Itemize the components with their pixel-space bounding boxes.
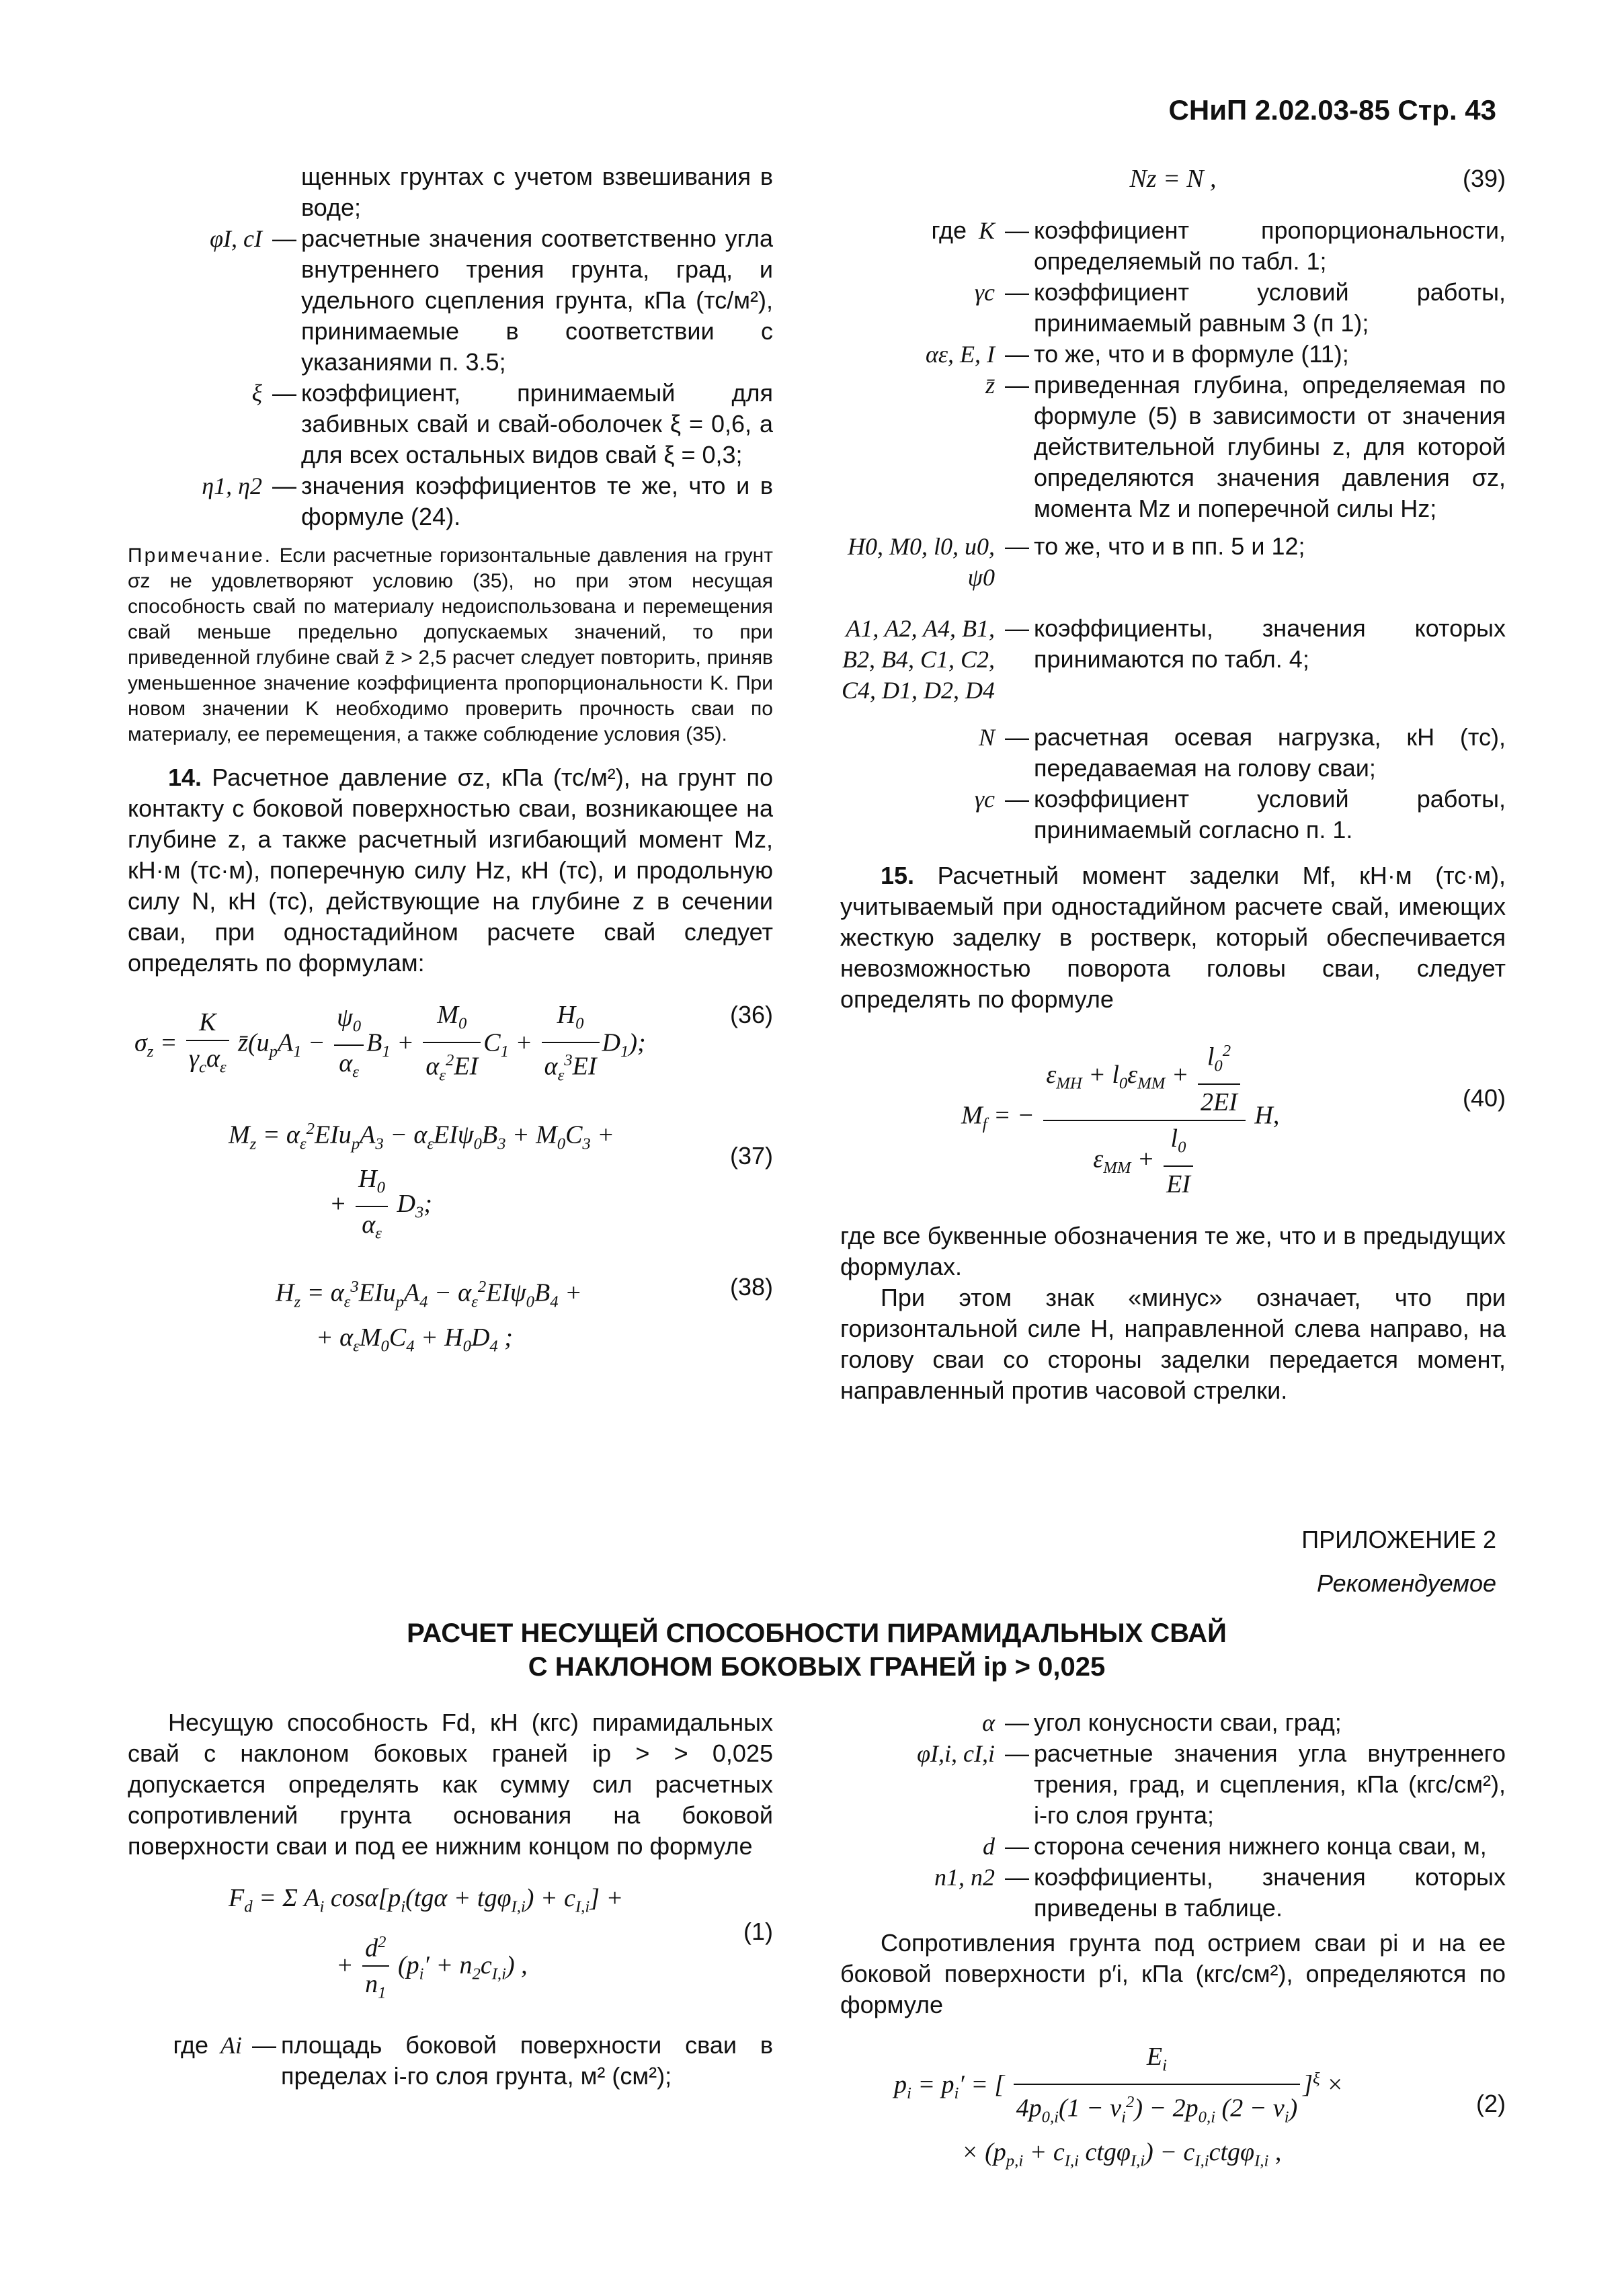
formula-38: $H_z = \alpha_\varepsilon^3EIu_pA_4 - \alpha_\varepsilon^2EI\psi_0B_4$ + + $\alpha_\varepsilon M_0C_4 + H_0D_4$ ; (38) [128,1270,773,1364]
appendix-right-column [840,1707,1506,2197]
definition-symbol: γc [974,786,995,813]
paragraph-number: 14. [168,764,202,791]
formula-1: $F_d = \Sigma$ $A_i$ $\cos\alpha[p_i(tg\alpha + tg\varphi_{I,i}) + c_{I,i}]$ + + $\frac{d^2}{n_1}$ $(p_i' + n_2c_{I,i})$ , (1) [229,1884,773,2002]
formula-number: (2) [1476,2090,1506,2117]
paragraph-text: Расчетный момент заделки Mf, кН·м (тс·м), учитываемый при одностадийном расчете свай, имеющих жесткую заделку в ростверк, который обеспечивается невозможностью поворота головы сваи, следует определять по формуле [840,862,1506,1013]
definition-item: n1, n2 — коэффициенты, значения которых приведены в таблице. [840,1862,1506,1924]
formula-40: $M_f$ = − $\varepsilon_{MH} + l_0\varepsilon_{MM}$ + $\frac{l_0^2}{2EI}$ $\varepsilon_{MM}$ + $\frac{l_0}{EI}$ H, (40) [840,1034,1506,1202]
definition-text: значения коэффициентов те же, что и в формуле (24). [301,472,773,530]
note-block [128,543,773,747]
definition-symbol: z̄ [985,372,995,399]
definition-symbol: Ai [220,2031,242,2059]
definition-item: γc — коэффициент условий работы, принимаемый согласно п. 1. [840,784,1506,846]
paragraph-text: где все буквенные обозначения те же, что и в предыдущих формулах. [840,1221,1506,1280]
paragraph-number: 15. [881,862,915,889]
definition-text: сторона сечения нижнего конца сваи, м, [1034,1832,1487,1860]
definition-symbol: φI, cI [210,225,262,252]
appendix-intro: Несущую способность Fd, кН (кгс) пирамидальных свай с наклоном боковых граней ip > > 0,025 допускается определять как сумму сил расчетных сопротивлений грунта основания на боковой поверхности сваи и под ее нижним концом по формуле [128,1709,773,1860]
formula-36: $\sigma_z$ = $\frac{K}{\gamma_c\alpha_\varepsilon}$ $z̄(u_pA_1$ − $\frac{\psi_0}{\alpha_\varepsilon}$ $B_1$ + $\frac{M_0}{\alpha_\varepsilon^2EI}$ $C_1$ + $\frac{H_0}{\alpha_\varepsilon^3EI}$ $D_1$); (36) [128,997,773,1093]
definition-item: A1, A2, A4, B1, B2, B4, C1, C2, C4, D1, D2, D4 — коэффициенты, значения которых принимаются по табл. 4; [840,613,1506,706]
formula-2: $p_i = p_i'$ = [ $\frac{E_i}{4p_{0,i}(1 - \nu_i^2) - 2p_{0,i} (2 - \nu_i)}$ ]$^\xi$ × × ($p_{p,i} + c_{I,i}$ $ctg\varphi_{I,i}) - c_{I,i}ctg\varphi_{I,i}$ , (2) [840,2039,1506,2178]
formula-number: (38) [729,1273,773,1301]
definition-symbol: A1, A2, A4, B1, B2, B4, C1, C2, C4, D1, D2, D4 [841,615,995,704]
definition-text: расчетная осевая нагрузка, кН (тс), передаваемая на голову сваи; [1034,723,1506,782]
definition-item: d — сторона сечения нижнего конца сваи, м, [840,1831,1506,1862]
definition-text: коэффициент условий работы, принимаемый согласно п. 1. [1034,785,1506,844]
definition-symbol: N [978,724,995,751]
note-label: Примечание. [128,544,272,567]
heading-line: С НАКЛОНОМ БОКОВЫХ ГРАНЕЙ ip > 0,025 [528,1652,1106,1682]
definition-text: площадь боковой поверхности сваи в пределах i-го слоя грунта, м² (см²); [281,2031,773,2090]
definition-text: коэффициент условий работы, принимаемый равным 3 (п 1); [1034,278,1506,337]
definition-item: где Ai — площадь боковой поверхности сваи в пределах i-го слоя грунта, м² (см²); [128,2030,773,2092]
definition-symbol: α [982,1709,995,1736]
appendix-label: ПРИЛОЖЕНИЕ 2 [1301,1526,1496,1553]
definition-symbol: n1, n2 [934,1864,995,1891]
definition-item: H0, M0, l0, u0, ψ0 — то же, что и в пп. 5 и 12; [840,531,1506,593]
definition-symbol: K [978,217,995,244]
definition-symbol: H0, M0, l0, u0, ψ0 [848,533,995,591]
definition-item: αε, E, I — то же, что и в формуле (11); [840,339,1506,370]
definition-continuation [128,161,773,223]
note-text: Если расчетные горизонтальные давления на грунт σz не удовлетворяют условию (35), но при этом несущая способность свай по материалу недоиспользована и перемещения свай меньше предельно допускаемых значений, то при приведенной глубине свай z̄ > 2,5 расчет следует повторить, приняв уменьшенное значение коэффициента пропорциональности K. При новом значении K необходимо проверить прочность сваи по материалу, ее перемещения, а также соблюдение условия (35). [128,544,773,745]
definition-text: приведенная глубина, определяемая по формуле (5) в зависимости от значения действительной глубины z, для которой определяются значения давления σz, момента Mz и поперечной силы Hz; [1034,371,1506,522]
definition-text: то же, что и в формуле (11); [1034,340,1349,368]
definition-item: φI,i, cI,i — расчетные значения угла внутреннего трения, град, и сцепления, кПа (кгс/см²), i-го слоя грунта; [840,1738,1506,1831]
definition-item: φI, cI — расчетные значения соответственно угла внутреннего трения грунта, град, и удельного сцепления грунта, кПа (тс/м²), принимаемые в соответствии с указаниями п. 3.5; [128,223,773,378]
appendix-heading [128,1616,1506,1684]
formula-39 [840,161,1506,196]
definition-item: η1, η2 — значения коэффициентов те же, что и в формуле (24). [128,470,773,532]
definition-symbol: αε, E, I [925,341,995,368]
heading-line: РАСЧЕТ НЕСУЩЕЙ СПОСОБНОСТИ ПИРАМИДАЛЬНЫХ СВАЙ [407,1618,1227,1648]
definition-item: γc — коэффициент условий работы, принимаемый равным 3 (п 1); [840,277,1506,339]
definition-text: угол конусности сваи, град; [1034,1709,1342,1736]
where-label: где [931,216,967,244]
left-column [128,161,773,1383]
definition-symbol: γc [974,279,995,306]
formula-number: (40) [1462,1084,1506,1112]
definition-text: расчетные значения угла внутреннего трения, град, и сцепления, кПа (кгс/см²), i-го слоя грунта; [1034,1739,1506,1829]
definition-text: коэффициент пропорциональности, определяемый по табл. 1; [1034,216,1506,275]
formula-number: (37) [729,1141,773,1170]
definition-item: α — угол конусности сваи, град; [840,1707,1506,1738]
paragraph-text: Расчетное давление σz, кПа (тс/м²), на грунт по контакту с боковой поверхностью сваи, возникающее на глубине z, а также расчетный изгибающий момент Mz, кН·м (тс·м), поперечную силу Hz, кН (тс), и продольную силу N, кН (тс), действующие на глубине z в сечении сваи, при одностадийном расчете свай следует определять по формулам: [128,764,773,977]
definition-item: ξ — коэффициент, принимаемый для забивных свай и свай-оболочек ξ = 0,6, а для всех остальных видов свай ξ = 0,3; [128,378,773,470]
formula-number: (39) [1462,165,1506,192]
appendix-status: Рекомендуемое [1317,1569,1496,1597]
definition-text: расчетные значения соответственно угла внутреннего трения грунта, град, и удельного сцепления грунта, кПа (тс/м²), принимаемые в соответствии с указаниями п. 3.5; [301,224,773,376]
definition-text: коэффициент, принимаемый для забивных свай и свай-оболочек ξ = 0,6, а для всех остальных видов свай ξ = 0,3; [301,379,773,468]
paragraph-text: Сопротивления грунта под острием сваи pi и на ее боковой поверхности p′i, кПа (кгс/см²), определяются по формуле [840,1929,1506,2018]
definition-symbol: ξ [251,380,262,407]
definition-text: то же, что и в пп. 5 и 12; [1034,532,1305,560]
page-header: СНиП 2.02.03-85 Стр. 43 [1168,94,1496,126]
where-label: где [173,2031,208,2059]
appendix-left-column [128,1707,773,2092]
definition-symbol: d [983,1833,995,1860]
definition-item: z̄ — приведенная глубина, определяемая по формуле (5) в зависимости от значения действительной глубины z, для которой определяются значения давления σz, момента Mz и поперечной силы Hz; [840,370,1506,524]
paragraph-15 [840,860,1506,1015]
definition-symbol: η1, η2 [202,473,262,499]
definition-text: щенных грунтах с учетом взвешивания в воде; [301,163,773,221]
formula-37: $M_z = \alpha_\varepsilon^2EIu_pA_3 - \alpha_\varepsilon EI\psi_0B_3 + M_0C_3$ + + $\frac{H_0}{\alpha_\varepsilon}$ $D_3$; (37) [229,1119,773,1243]
definition-text: коэффициенты, значения которых принимаются по табл. 4; [1034,614,1506,673]
paragraph-14 [128,762,773,979]
formula-text: Nz = N , [1129,165,1217,193]
definition-item: N — расчетная осевая нагрузка, кН (тс), передаваемая на голову сваи; [840,722,1506,784]
paragraph-text: При этом знак «минус» означает, что при горизонтальной силе H, направленной слева направо, на голову сваи со стороны заделки передается момент, направленный против часовой стрелки. [840,1283,1506,1404]
right-column [840,161,1506,1406]
formula-number: (1) [743,1918,773,1945]
definition-symbol: φI,i, cI,i [917,1740,995,1767]
formula-number: (36) [729,1001,773,1028]
definition-item: где K — коэффициент пропорциональности, определяемый по табл. 1; [840,215,1506,277]
definition-text: коэффициенты, значения которых приведены в таблице. [1034,1863,1506,1922]
